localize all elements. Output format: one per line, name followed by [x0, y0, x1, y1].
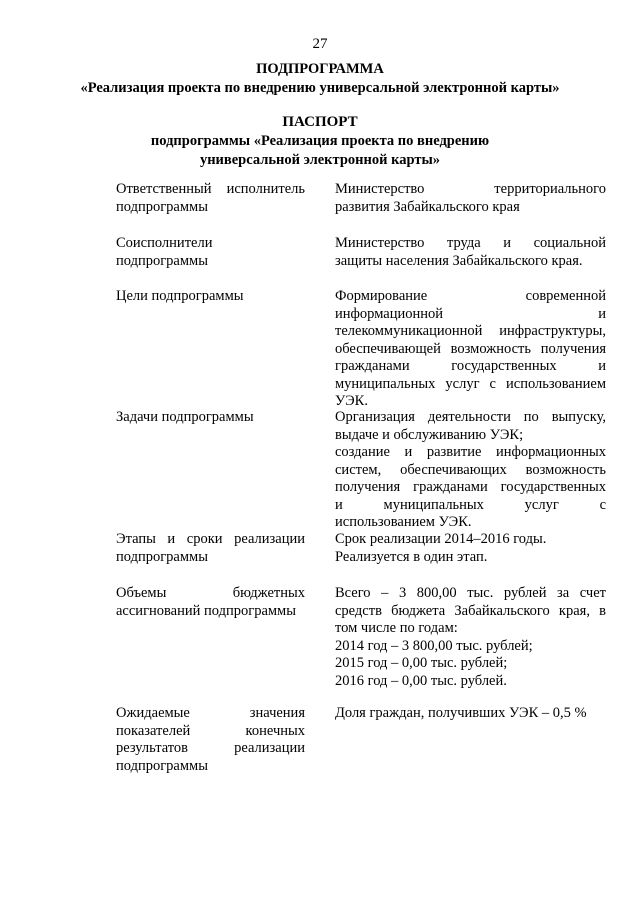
row-label-line: подпрограммы: [116, 757, 208, 774]
row-label: [116, 409, 305, 427]
row-value-line: том числе по годам:: [335, 620, 458, 636]
subprogram-title: ПОДПРОГРАММА: [256, 61, 384, 77]
row-value-line: 2016 год – 0,00 тыс. рублей.: [335, 672, 507, 689]
row-label-line: подпрограммы: [116, 548, 208, 565]
row-value: [335, 235, 606, 270]
row-value-line: выдаче и обслуживанию УЭК;: [335, 426, 524, 443]
row-label: [116, 531, 305, 566]
row-value-line: создание и развитие информационных: [335, 444, 606, 460]
row-value-line: обеспечивающей возможность получения: [335, 340, 606, 357]
passport-title: ПАСПОРТ: [282, 114, 358, 130]
row-value-line: информационной и: [335, 305, 606, 322]
row-value: [335, 585, 606, 690]
row-label-line: ассигнований подпрограммы: [116, 602, 296, 619]
row-label-line: показателей конечных: [116, 722, 305, 739]
row-label-line: Соисполнители: [116, 235, 213, 251]
row-value: [335, 531, 606, 566]
row-label-line: Ответственный исполнитель: [116, 181, 305, 197]
row-value-line: 2014 год – 3 800,00 тыс. рублей;: [335, 637, 533, 654]
row-label-line: Цели подпрограммы: [116, 288, 244, 304]
row-value: [335, 705, 606, 723]
row-value-line: Формирование современной: [335, 288, 606, 304]
row-label: [116, 235, 305, 270]
passport-subtitle-line-2: универсальной электронной карты»: [199, 152, 441, 168]
row-label-line: Ожидаемые значения: [116, 705, 305, 721]
row-value: [335, 409, 606, 532]
row-label: [116, 181, 305, 216]
row-value-line: Министерство труда и социальной: [335, 235, 606, 251]
subprogram-name: «Реализация проекта по внедрению универсальной электронной карты»: [80, 80, 560, 96]
page-number: 27: [312, 36, 328, 52]
row-value-line: развития Забайкальского края: [335, 198, 520, 215]
row-label: [116, 288, 305, 306]
row-value-line: Организация деятельности по выпуску,: [335, 409, 606, 425]
subprogram-header: [0, 60, 640, 98]
passport-header: [0, 113, 640, 170]
row-label: [116, 585, 305, 620]
row-value-line: Реализуется в один этап.: [335, 548, 488, 565]
row-value-line: Доля граждан, получивших УЭК – 0,5 %: [335, 705, 587, 721]
row-value: [335, 181, 606, 216]
row-value-line: защиты населения Забайкальского края.: [335, 252, 583, 269]
row-value-line: УЭК.: [335, 393, 368, 409]
row-value-line: гражданами государственных и: [335, 358, 606, 374]
passport-subtitle-line-1: подпрограммы «Реализация проекта по внедрению: [150, 133, 490, 149]
row-value-line: получения гражданами государственных: [335, 479, 606, 495]
row-value-line: использованием УЭК.: [335, 514, 472, 530]
row-value-line: систем, обеспечивающих возможность: [335, 461, 606, 478]
row-value-line: 2015 год – 0,00 тыс. рублей;: [335, 655, 508, 671]
row-label: [116, 705, 305, 775]
row-label-line: Этапы и сроки реализации: [116, 531, 305, 547]
row-value-line: Всего – 3 800,00 тыс. рублей за счет: [335, 585, 606, 601]
row-label-line: подпрограммы: [116, 252, 208, 269]
row-label-line: результатов реализации: [116, 740, 305, 756]
row-value-line: муниципальных услуг с использованием: [335, 375, 606, 392]
row-label-line: Объемы бюджетных: [116, 585, 305, 601]
row-value-line: средств бюджета Забайкальского края, в: [335, 602, 606, 619]
row-label-line: Задачи подпрограммы: [116, 409, 254, 425]
row-value-line: и муниципальных услуг с: [335, 496, 606, 513]
row-value-line: телекоммуникационной инфраструктуры,: [335, 323, 606, 339]
row-value: [335, 288, 606, 411]
row-value-line: Министерство территориального: [335, 181, 606, 197]
row-value-line: Срок реализации 2014–2016 годы.: [335, 531, 547, 547]
row-label-line: подпрограммы: [116, 198, 208, 215]
